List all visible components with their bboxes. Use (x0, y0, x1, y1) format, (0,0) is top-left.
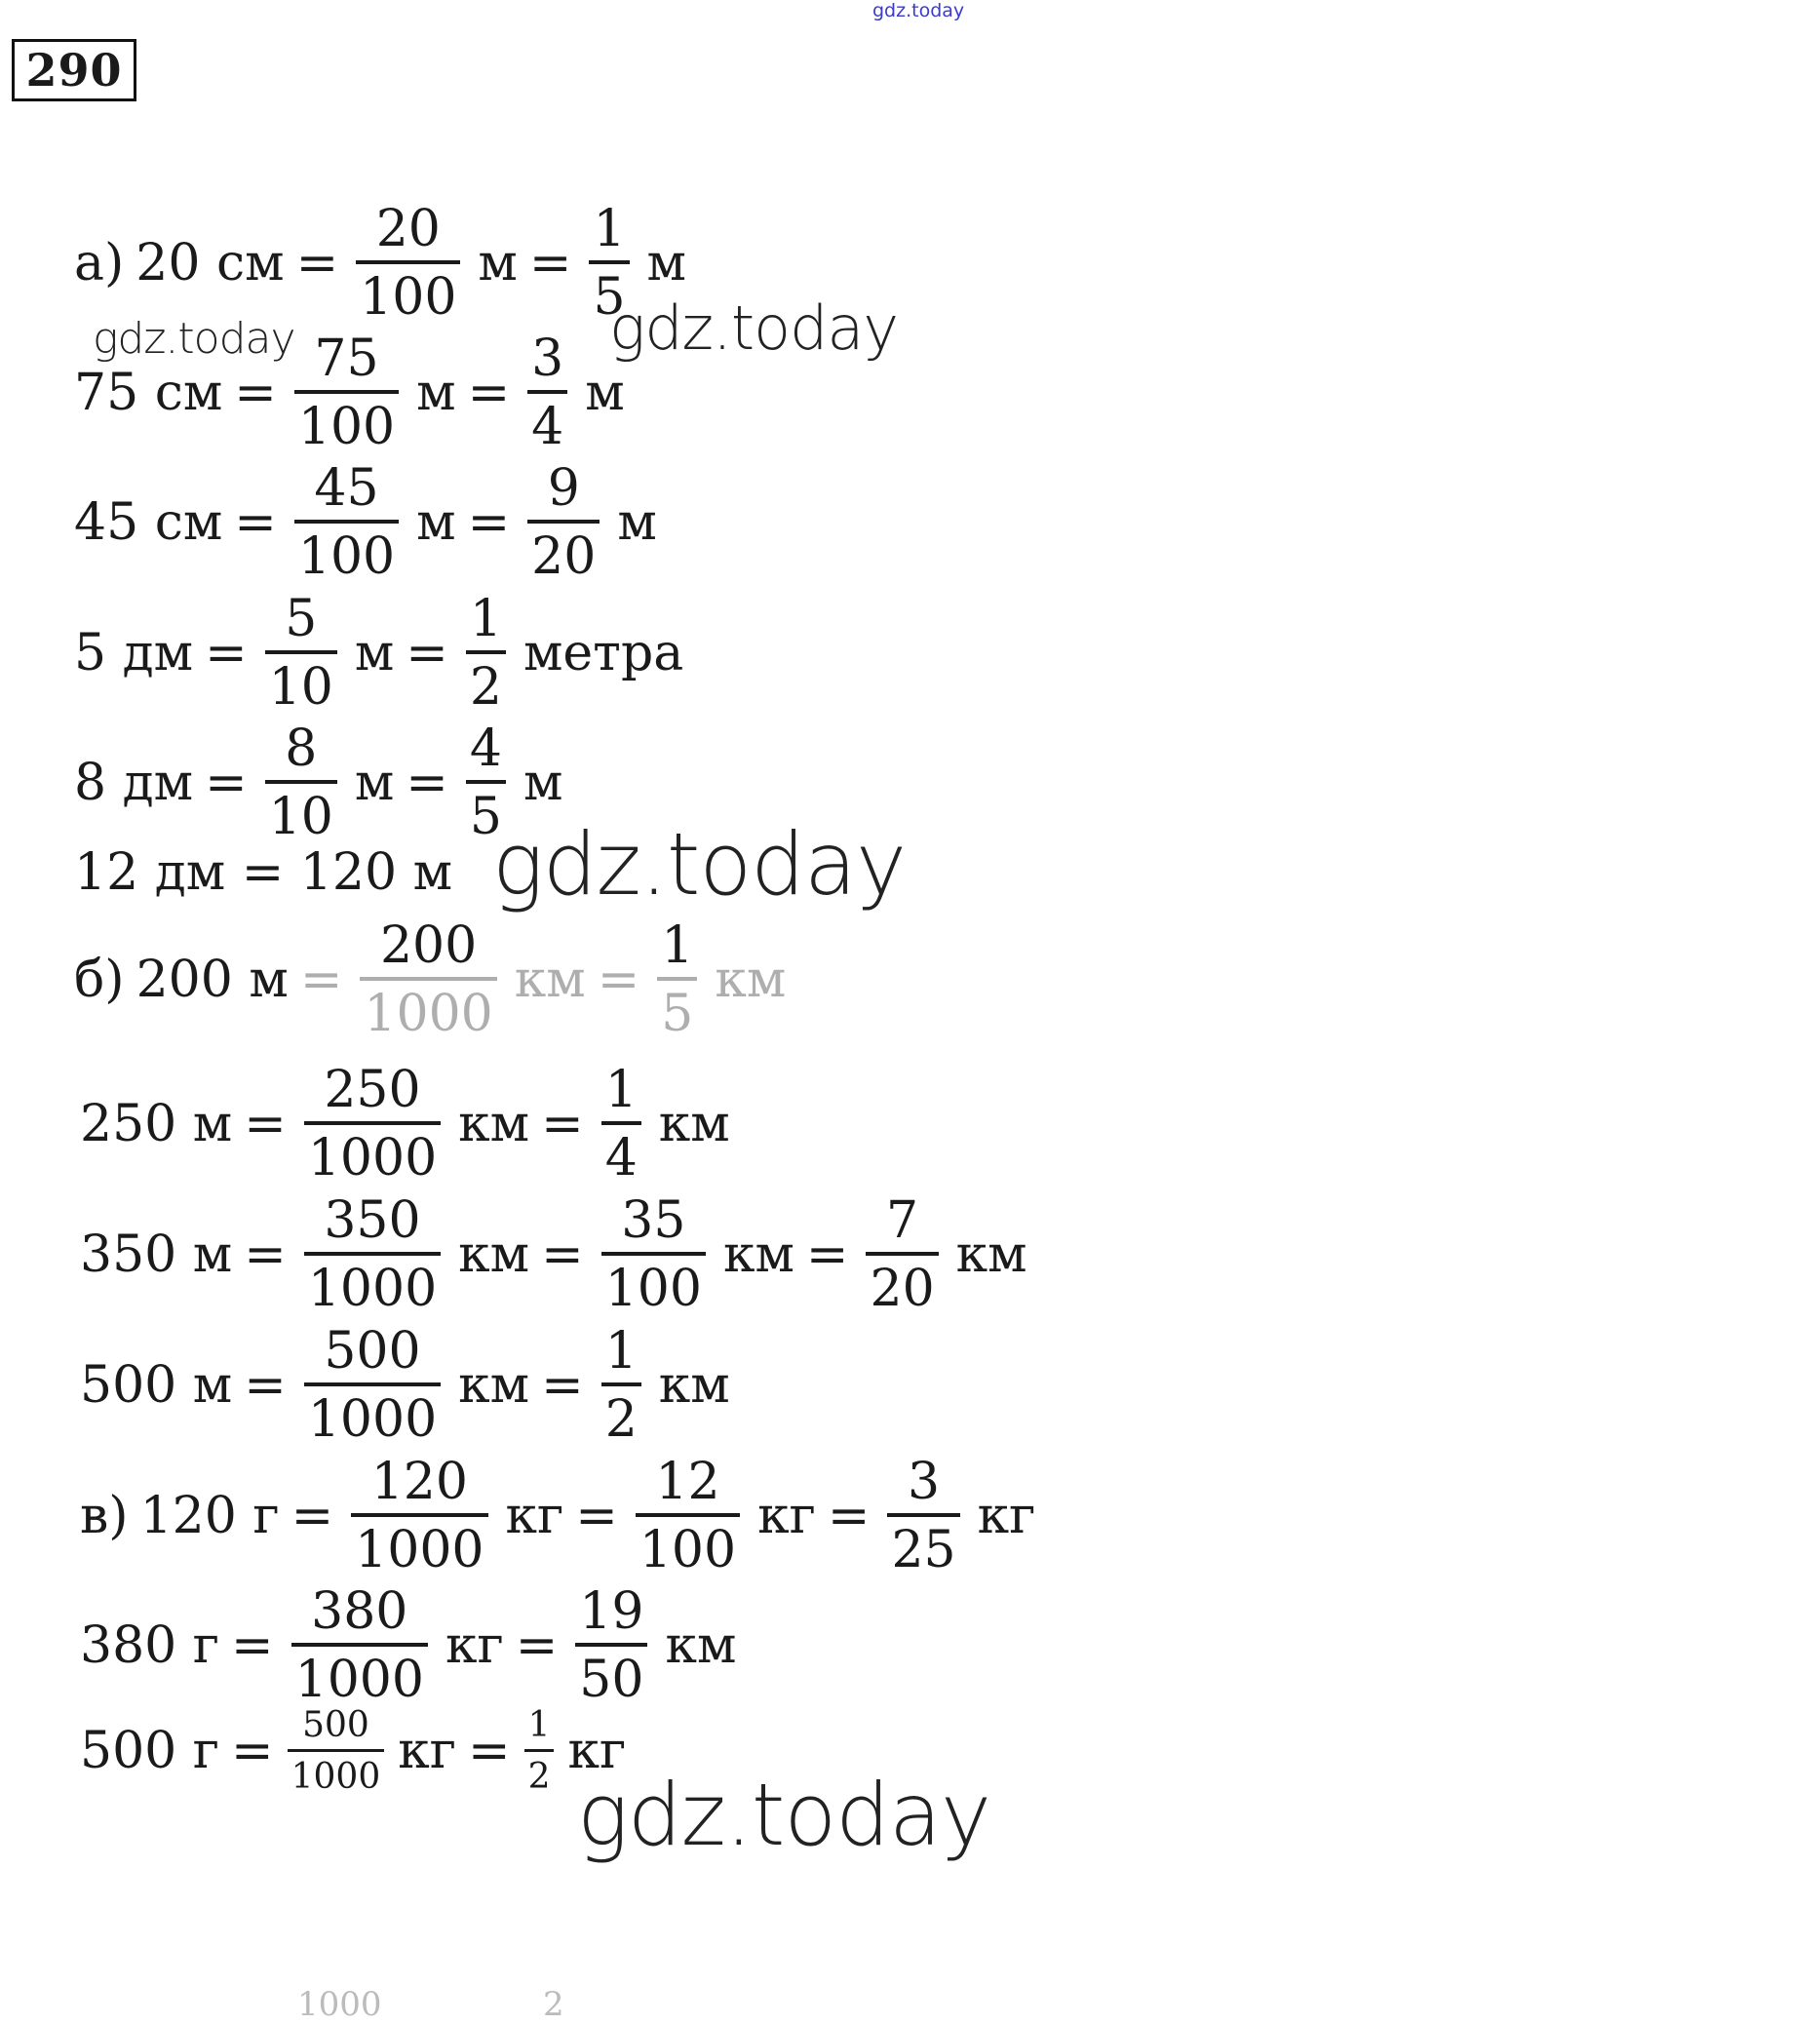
unit: м (354, 754, 395, 812)
lhs: 500 г (80, 1722, 220, 1780)
equals: = (406, 624, 448, 682)
equals: = (234, 493, 277, 552)
equation-line-11 (74, 1448, 1041, 1584)
lhs: 8 дм (74, 754, 194, 812)
watermark: gdz.today (577, 1765, 991, 1865)
fraction: $\frac{500}{1000}$ (304, 1326, 441, 1445)
fraction: $\frac{250}{1000}$ (304, 1065, 441, 1184)
fraction: $\frac{7}{20}$ (866, 1195, 938, 1314)
fraction: $\frac{380}{1000}$ (291, 1586, 428, 1705)
equals: = (295, 234, 339, 292)
lhs: 350 м (80, 1226, 233, 1284)
unit: км (458, 1095, 530, 1153)
part-label: в) (80, 1487, 129, 1545)
fraction: $\frac{120}{1000}$ (351, 1457, 487, 1576)
fraction: $\frac{45}{100}$ (294, 463, 399, 582)
equation-line-3 (68, 454, 663, 591)
equals: = (290, 1487, 334, 1545)
lhs: 200 м (136, 951, 289, 1009)
equals: = (467, 1722, 511, 1780)
fraction: $\frac{1}{5}$ (589, 204, 629, 323)
lhs: 380 г (80, 1616, 220, 1675)
equals: = (406, 754, 448, 812)
fraction: $\frac{3}{25}$ (887, 1457, 959, 1576)
fraction: $\frac{1}{2}$ (601, 1326, 641, 1445)
fraction: $\frac{4}{5}$ (466, 723, 506, 842)
watermark: gdz.today (492, 814, 907, 915)
fraction: $\frac{1}{4}$ (601, 1065, 641, 1184)
part-label: б) (74, 951, 125, 1009)
lhs: 75 см (74, 364, 223, 422)
fraction: $\frac{350}{1000}$ (304, 1195, 441, 1314)
equation-line-13 (74, 1693, 632, 1810)
watermark-top: gdz.today (872, 0, 965, 21)
unit: м (646, 234, 686, 292)
equals: = (597, 951, 640, 1009)
fraction: $\frac{8}{10}$ (265, 723, 337, 842)
watermark: gdz.today (609, 292, 899, 364)
lhs: 45 см (74, 493, 223, 552)
lhs: 250 м (80, 1095, 233, 1153)
unit: кг (757, 1487, 816, 1545)
fraction: $\frac{1}{2}$ (466, 594, 506, 713)
equals: = (231, 1616, 274, 1675)
unit: км (458, 1226, 530, 1284)
fraction: $\frac{1}{5}$ (657, 920, 697, 1039)
equals: = (234, 364, 277, 422)
unit: м (416, 364, 456, 422)
fraction: $\frac{19}{50}$ (575, 1586, 647, 1705)
task-number: 290 (12, 39, 136, 101)
equals: = (231, 1722, 274, 1780)
unit: км (514, 951, 586, 1009)
lhs: 5 дм (74, 624, 194, 682)
unit: км (955, 1226, 1027, 1284)
equals: = (244, 1356, 287, 1415)
unit: км (665, 1616, 737, 1675)
ghost-text: 1000 (297, 1985, 382, 2024)
unit: м (416, 493, 456, 552)
fraction: $\frac{12}{100}$ (636, 1457, 740, 1576)
equals: = (244, 1226, 287, 1284)
unit: м (523, 754, 563, 812)
unit: м (585, 364, 625, 422)
fraction: $\frac{20}{100}$ (356, 204, 460, 323)
equals: = (541, 1226, 584, 1284)
equals: = (575, 1487, 618, 1545)
equals: = (805, 1226, 849, 1284)
fraction: $\frac{1}{2}$ (524, 1708, 555, 1795)
equals: = (827, 1487, 871, 1545)
lhs: 20 см (136, 234, 285, 292)
equation-line-10 (74, 1317, 736, 1454)
fraction: $\frac{200}{1000}$ (360, 920, 496, 1039)
fraction: $\frac{9}{20}$ (527, 463, 600, 582)
fraction: $\frac{75}{100}$ (294, 333, 399, 452)
ghost-text: 2 (543, 1985, 564, 2024)
equals: = (205, 754, 248, 812)
equation-line-4 (68, 585, 689, 721)
equals: = (528, 234, 572, 292)
unit: кг (398, 1722, 456, 1780)
equals: = (541, 1356, 584, 1415)
equals: = (467, 493, 511, 552)
unit: кг (567, 1722, 627, 1780)
equation-text: 12 дм = 120 м (74, 843, 453, 902)
unit: кг (445, 1616, 504, 1675)
fraction: $\frac{3}{4}$ (527, 333, 567, 452)
equals: = (515, 1616, 559, 1675)
equation-line-8 (74, 1056, 736, 1192)
equals: = (244, 1095, 287, 1153)
equals: = (467, 364, 511, 422)
watermark: gdz.today (93, 314, 295, 364)
unit: метра (523, 624, 684, 682)
unit: км (658, 1356, 730, 1415)
unit: км (458, 1356, 530, 1415)
equation-line-1 (68, 195, 692, 331)
lhs: 500 м (80, 1356, 233, 1415)
equals: = (541, 1095, 584, 1153)
unit: м (354, 624, 395, 682)
equals: = (205, 624, 248, 682)
equation-line-9 (74, 1187, 1033, 1323)
unit: кг (505, 1487, 564, 1545)
fraction: $\frac{5}{10}$ (265, 594, 337, 713)
unit: м (478, 234, 518, 292)
fraction: $\frac{35}{100}$ (601, 1195, 706, 1314)
fraction: $\frac{500}{1000}$ (288, 1708, 385, 1795)
lhs: 120 г (139, 1487, 280, 1545)
unit: м (617, 493, 657, 552)
unit: кг (977, 1487, 1036, 1545)
part-label: а) (74, 234, 125, 292)
unit: км (658, 1095, 730, 1153)
unit: км (722, 1226, 794, 1284)
equation-line-7 (68, 912, 792, 1048)
equals: = (299, 951, 343, 1009)
unit: км (715, 951, 787, 1009)
